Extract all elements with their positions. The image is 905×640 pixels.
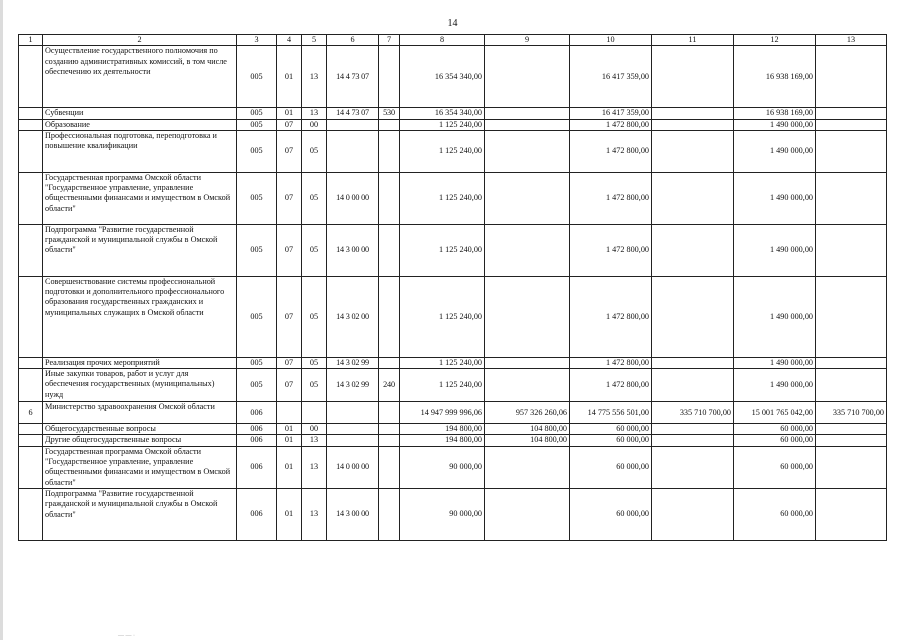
row-name: Иные закупки товаров, работ и услуг для обеспечения государственных (муниципальных) нужд xyxy=(43,369,237,402)
row-name: Субвенции xyxy=(43,108,237,119)
amount-col11 xyxy=(652,488,734,540)
row-name: Государственная программа Омской области "Государственное управление, управление общественными финансами и имуществом в Омской области" xyxy=(43,446,237,488)
row-number xyxy=(19,46,43,108)
amount-col13 xyxy=(816,108,887,119)
budget-table xyxy=(18,34,887,541)
amount-col11 xyxy=(652,357,734,368)
table-row xyxy=(19,402,887,424)
amount-col11 xyxy=(652,446,734,488)
amount-col13 xyxy=(816,130,887,172)
amount-col10: 60 000,00 xyxy=(570,435,652,446)
amount-col12: 60 000,00 xyxy=(734,435,816,446)
row-number xyxy=(19,357,43,368)
expense-type xyxy=(379,46,400,108)
column-header: 3 xyxy=(237,35,277,46)
target-article: 14 3 00 00 xyxy=(327,224,379,276)
table-row xyxy=(19,172,887,224)
page-number: 14 xyxy=(447,18,458,29)
section: 07 xyxy=(277,119,302,130)
amount-col11 xyxy=(652,46,734,108)
column-header: 4 xyxy=(277,35,302,46)
column-header: 1 xyxy=(19,35,43,46)
amount-col12: 1 490 000,00 xyxy=(734,276,816,357)
row-name: Профессиональная подготовка, переподготовка и повышение квалификации xyxy=(43,130,237,172)
amount-col10: 1 472 800,00 xyxy=(570,276,652,357)
amount-col9 xyxy=(485,357,570,368)
amount-col9 xyxy=(485,446,570,488)
form-code: 006 xyxy=(237,435,277,446)
table-header-row xyxy=(19,35,887,46)
target-article: 14 3 00 00 xyxy=(327,488,379,540)
amount-col9 xyxy=(485,369,570,402)
form-code: 005 xyxy=(237,46,277,108)
form-code: 006 xyxy=(237,488,277,540)
section: 07 xyxy=(277,130,302,172)
amount-col9: 957 326 260,06 xyxy=(485,402,570,424)
amount-col10: 16 417 359,00 xyxy=(570,108,652,119)
subsection xyxy=(302,402,327,424)
subsection: 13 xyxy=(302,108,327,119)
expense-type xyxy=(379,435,400,446)
section: 01 xyxy=(277,435,302,446)
scan-edge xyxy=(0,0,3,640)
amount-col12: 15 001 765 042,00 xyxy=(734,402,816,424)
amount-col12: 1 490 000,00 xyxy=(734,357,816,368)
amount-col8: 1 125 240,00 xyxy=(400,130,485,172)
section: 07 xyxy=(277,276,302,357)
expense-type xyxy=(379,130,400,172)
row-name: Осуществление государственного полномочия по созданию административных комиссий, в том числе обеспечению их деятельности xyxy=(43,46,237,108)
subsection: 05 xyxy=(302,172,327,224)
amount-col10: 60 000,00 xyxy=(570,446,652,488)
table-row xyxy=(19,446,887,488)
amount-col9 xyxy=(485,276,570,357)
row-number: 6 xyxy=(19,402,43,424)
column-header: 13 xyxy=(816,35,887,46)
expense-type xyxy=(379,446,400,488)
table-row xyxy=(19,424,887,435)
target-article: 14 3 02 99 xyxy=(327,369,379,402)
section: 07 xyxy=(277,369,302,402)
row-name: Общегосударственные вопросы xyxy=(43,424,237,435)
table-row xyxy=(19,357,887,368)
amount-col11 xyxy=(652,224,734,276)
row-number xyxy=(19,276,43,357)
column-header: 11 xyxy=(652,35,734,46)
target-article: 14 4 73 07 xyxy=(327,108,379,119)
section: 07 xyxy=(277,172,302,224)
row-number xyxy=(19,224,43,276)
amount-col9 xyxy=(485,130,570,172)
target-article xyxy=(327,402,379,424)
subsection: 13 xyxy=(302,446,327,488)
target-article xyxy=(327,130,379,172)
amount-col12: 1 490 000,00 xyxy=(734,119,816,130)
row-name: Государственная программа Омской области "Государственное управление, управление общественными финансами и имуществом в Омской области" xyxy=(43,172,237,224)
column-header: 9 xyxy=(485,35,570,46)
subsection: 13 xyxy=(302,488,327,540)
target-article xyxy=(327,424,379,435)
subsection: 05 xyxy=(302,130,327,172)
amount-col8: 1 125 240,00 xyxy=(400,357,485,368)
target-article xyxy=(327,119,379,130)
target-article xyxy=(327,435,379,446)
form-code: 005 xyxy=(237,172,277,224)
amount-col10: 60 000,00 xyxy=(570,488,652,540)
row-name: Совершенствование системы профессиональной подготовки и дополнительного профессионального образования государственных гражданских и муниципальных служащих в Омской области xyxy=(43,276,237,357)
amount-col10: 16 417 359,00 xyxy=(570,46,652,108)
amount-col9: 104 800,00 xyxy=(485,424,570,435)
expense-type xyxy=(379,276,400,357)
table-row xyxy=(19,488,887,540)
table-row xyxy=(19,224,887,276)
amount-col11 xyxy=(652,276,734,357)
column-header: 8 xyxy=(400,35,485,46)
amount-col12: 1 490 000,00 xyxy=(734,130,816,172)
amount-col13 xyxy=(816,446,887,488)
expense-type xyxy=(379,172,400,224)
row-name: Реализация прочих мероприятий xyxy=(43,357,237,368)
form-code: 005 xyxy=(237,108,277,119)
subsection: 13 xyxy=(302,46,327,108)
expense-type xyxy=(379,357,400,368)
row-number xyxy=(19,488,43,540)
expense-type: 530 xyxy=(379,108,400,119)
section: 01 xyxy=(277,488,302,540)
amount-col10: 14 775 556 501,00 xyxy=(570,402,652,424)
target-article: 14 3 02 99 xyxy=(327,357,379,368)
amount-col13 xyxy=(816,172,887,224)
amount-col13 xyxy=(816,276,887,357)
amount-col8: 16 354 340,00 xyxy=(400,108,485,119)
row-number xyxy=(19,369,43,402)
amount-col10: 1 472 800,00 xyxy=(570,119,652,130)
expense-type xyxy=(379,119,400,130)
section: 01 xyxy=(277,46,302,108)
expense-type: 240 xyxy=(379,369,400,402)
form-code: 006 xyxy=(237,402,277,424)
amount-col11: 335 710 700,00 xyxy=(652,402,734,424)
expense-type xyxy=(379,488,400,540)
amount-col13 xyxy=(816,424,887,435)
subsection: 13 xyxy=(302,435,327,446)
amount-col9 xyxy=(485,224,570,276)
amount-col11 xyxy=(652,108,734,119)
amount-col8: 90 000,00 xyxy=(400,488,485,540)
amount-col10: 1 472 800,00 xyxy=(570,357,652,368)
form-code: 005 xyxy=(237,357,277,368)
section xyxy=(277,402,302,424)
amount-col12: 16 938 169,00 xyxy=(734,108,816,119)
column-header: 10 xyxy=(570,35,652,46)
target-article: 14 4 73 07 xyxy=(327,46,379,108)
amount-col13 xyxy=(816,224,887,276)
subsection: 05 xyxy=(302,369,327,402)
row-number xyxy=(19,446,43,488)
amount-col9 xyxy=(485,119,570,130)
amount-col10: 60 000,00 xyxy=(570,424,652,435)
section: 07 xyxy=(277,357,302,368)
column-header: 12 xyxy=(734,35,816,46)
amount-col10: 1 472 800,00 xyxy=(570,369,652,402)
table-row xyxy=(19,435,887,446)
section: 07 xyxy=(277,224,302,276)
row-number xyxy=(19,424,43,435)
amount-col8: 90 000,00 xyxy=(400,446,485,488)
table-row xyxy=(19,108,887,119)
row-name: Подпрограмма "Развитие государственной гражданской и муниципальной службы в Омской области" xyxy=(43,488,237,540)
amount-col12: 60 000,00 xyxy=(734,446,816,488)
amount-col11 xyxy=(652,435,734,446)
amount-col8: 1 125 240,00 xyxy=(400,276,485,357)
amount-col12: 16 938 169,00 xyxy=(734,46,816,108)
form-code: 005 xyxy=(237,224,277,276)
column-header: 7 xyxy=(379,35,400,46)
amount-col8: 1 125 240,00 xyxy=(400,224,485,276)
subsection: 00 xyxy=(302,424,327,435)
expense-type xyxy=(379,402,400,424)
amount-col13 xyxy=(816,435,887,446)
amount-col10: 1 472 800,00 xyxy=(570,172,652,224)
amount-col8: 194 800,00 xyxy=(400,435,485,446)
amount-col8: 16 354 340,00 xyxy=(400,46,485,108)
amount-col10: 1 472 800,00 xyxy=(570,130,652,172)
amount-col11 xyxy=(652,130,734,172)
amount-col12: 60 000,00 xyxy=(734,424,816,435)
amount-col9 xyxy=(485,172,570,224)
amount-col13 xyxy=(816,488,887,540)
target-article: 14 0 00 00 xyxy=(327,446,379,488)
amount-col11 xyxy=(652,369,734,402)
form-code: 005 xyxy=(237,130,277,172)
column-header: 2 xyxy=(43,35,237,46)
subsection: 05 xyxy=(302,357,327,368)
subsection: 05 xyxy=(302,224,327,276)
row-name: Образование xyxy=(43,119,237,130)
amount-col8: 1 125 240,00 xyxy=(400,119,485,130)
amount-col8: 14 947 999 996,06 xyxy=(400,402,485,424)
amount-col9 xyxy=(485,488,570,540)
amount-col9 xyxy=(485,108,570,119)
amount-col11 xyxy=(652,119,734,130)
scan-mark: — — · xyxy=(118,633,135,639)
row-number xyxy=(19,172,43,224)
section: 01 xyxy=(277,446,302,488)
table-row xyxy=(19,119,887,130)
table-row xyxy=(19,369,887,402)
amount-col13: 335 710 700,00 xyxy=(816,402,887,424)
column-header: 5 xyxy=(302,35,327,46)
form-code: 005 xyxy=(237,119,277,130)
subsection: 00 xyxy=(302,119,327,130)
amount-col12: 1 490 000,00 xyxy=(734,172,816,224)
amount-col12: 1 490 000,00 xyxy=(734,224,816,276)
row-number xyxy=(19,119,43,130)
section: 01 xyxy=(277,108,302,119)
amount-col13 xyxy=(816,369,887,402)
subsection: 05 xyxy=(302,276,327,357)
amount-col9: 104 800,00 xyxy=(485,435,570,446)
form-code: 006 xyxy=(237,446,277,488)
row-name: Подпрограмма "Развитие государственной гражданской и муниципальной службы в Омской области" xyxy=(43,224,237,276)
row-name: Другие общегосударственные вопросы xyxy=(43,435,237,446)
table-row xyxy=(19,130,887,172)
row-name: Министерство здравоохранения Омской области xyxy=(43,402,237,424)
form-code: 005 xyxy=(237,276,277,357)
amount-col12: 60 000,00 xyxy=(734,488,816,540)
amount-col10: 1 472 800,00 xyxy=(570,224,652,276)
table-row xyxy=(19,276,887,357)
form-code: 005 xyxy=(237,369,277,402)
expense-type xyxy=(379,424,400,435)
column-header: 6 xyxy=(327,35,379,46)
amount-col13 xyxy=(816,357,887,368)
amount-col11 xyxy=(652,172,734,224)
form-code: 006 xyxy=(237,424,277,435)
row-number xyxy=(19,130,43,172)
target-article: 14 3 02 00 xyxy=(327,276,379,357)
amount-col11 xyxy=(652,424,734,435)
amount-col13 xyxy=(816,119,887,130)
amount-col8: 1 125 240,00 xyxy=(400,369,485,402)
amount-col12: 1 490 000,00 xyxy=(734,369,816,402)
expense-type xyxy=(379,224,400,276)
section: 01 xyxy=(277,424,302,435)
row-number xyxy=(19,108,43,119)
target-article: 14 0 00 00 xyxy=(327,172,379,224)
amount-col8: 194 800,00 xyxy=(400,424,485,435)
table-row xyxy=(19,46,887,108)
amount-col13 xyxy=(816,46,887,108)
amount-col9 xyxy=(485,46,570,108)
amount-col8: 1 125 240,00 xyxy=(400,172,485,224)
row-number xyxy=(19,435,43,446)
